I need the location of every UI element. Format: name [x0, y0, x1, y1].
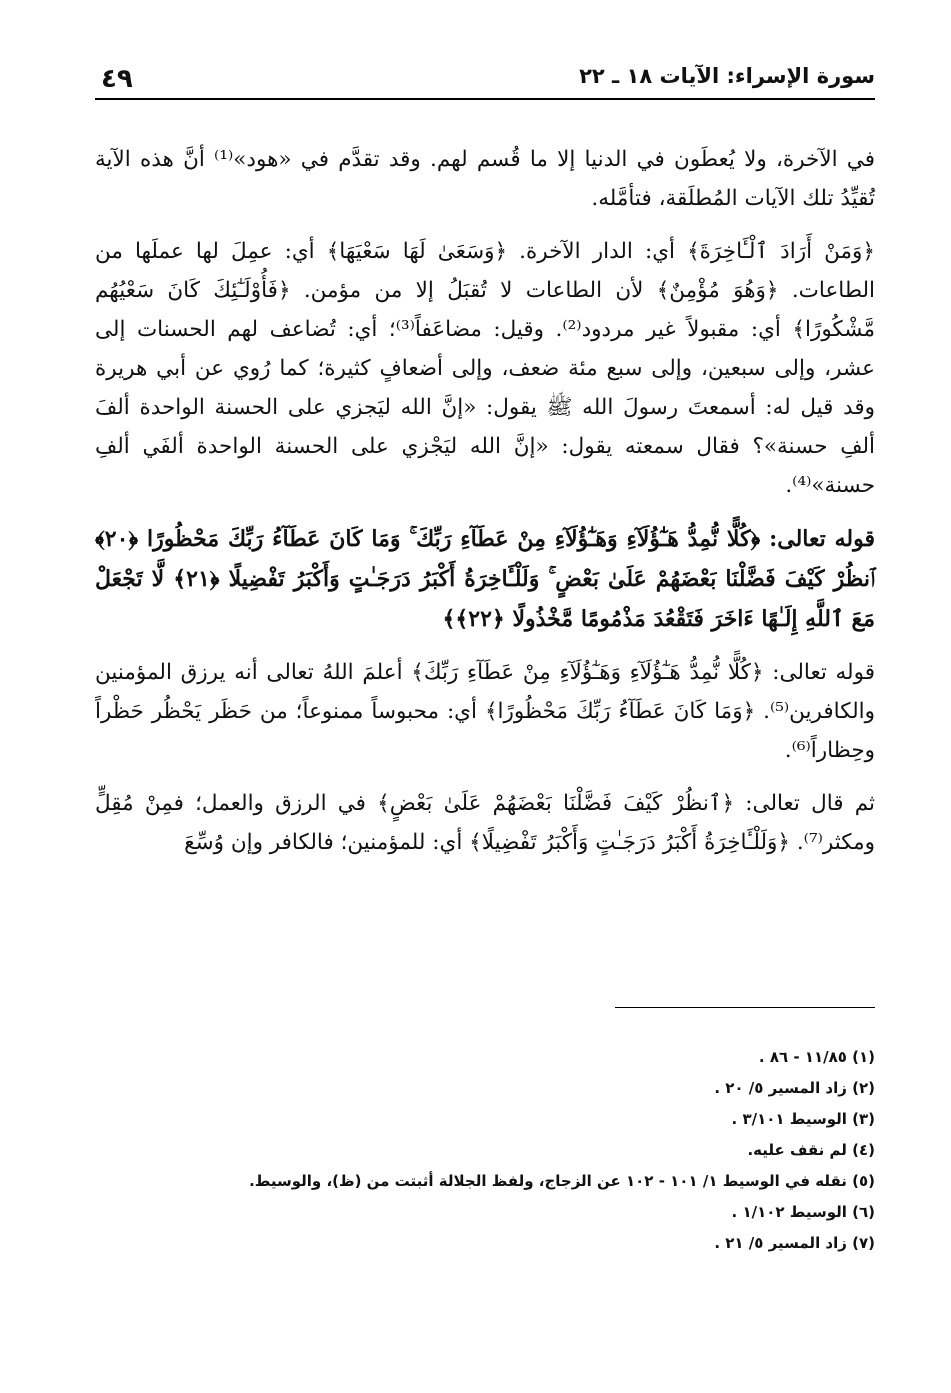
running-title: سورة الإسراء: الآيات ١٨ ـ ٢٢: [579, 64, 875, 88]
main-text: [95, 140, 875, 876]
paragraph-1: في الآخرة، ولا يُعطَون في الدنيا إلا ما قُسم لهم. وقد تقدَّم في «هود»⁽¹⁾ أنَّ هذه الآية تُقيِّدُ تلك الآيات المُطلَقة، فتأمَّله.: [95, 147, 875, 211]
book-page: [95, 60, 876, 1252]
page-header: [95, 60, 875, 100]
footnote-6: (٦) الوسيط ١/١٠٢ .: [731, 1203, 875, 1221]
footnote-5: (٥) نقله في الوسيط ١/ ١٠١ - ١٠٢ عن الزجاج، ولفظ الجلالة أثبتت من (ظ)، والوسيط.: [249, 1172, 875, 1190]
footnote-rule: [615, 1007, 875, 1008]
footnote-4: (٤) لم نقف عليه.: [747, 1141, 875, 1159]
quran-verses-block: قوله تعالى: ﴿كُلًّا نُّمِدُّ هَـٰٓؤُلَآءِ وَهَـٰٓؤُلَآءِ مِنْ عَطَآءِ رَبِّكَ ۚ وَمَا كَانَ عَطَآءُ رَبِّكَ مَحْظُورًا ﴿٢٠﴾ ٱنظُرْ كَيْفَ فَضَّلْنَا بَعْضَهُمْ عَلَىٰ بَعْضٍ ۚ وَلَلْـَٔاخِرَةُ أَكْبَرُ دَرَجَـٰتٍ وَأَكْبَرُ تَفْضِيلًا ﴿٢١﴾ لَّا تَجْعَلْ مَعَ ٱللَّهِ إِلَـٰهًا ءَاخَرَ فَتَقْعُدَ مَذْمُومًا مَّخْذُولًا ﴿٢٢﴾﴾: [95, 526, 875, 632]
paragraph-4: ثم قال تعالى: ﴿ٱنظُرْ كَيْفَ فَضَّلْنَا بَعْضَهُمْ عَلَىٰ بَعْضٍ﴾ في الرزق والعمل؛ فمِنْ مُقِلٍّ ومكثر⁽⁷⁾. ﴿وَلَلْـَٔاخِرَةُ أَكْبَرُ دَرَجَـٰتٍ وَأَكْبَرُ تَفْضِيلًا﴾ أي: للمؤمنين؛ فالكافر وإن وُسِّعَ: [95, 791, 875, 855]
header-rule: [95, 98, 875, 100]
footnotes: [95, 1042, 875, 1259]
paragraph-2: ﴿وَمَنْ أَرَادَ ٱلْـَٔاخِرَةَ﴾ أي: الدار الآخرة. ﴿وَسَعَىٰ لَهَا سَعْيَهَا﴾ أي: عمِلَ لها عملَها من الطاعات. ﴿وَهُوَ مُؤْمِنٌ﴾ لأن الطاعات لا تُقبَلُ إلا من مؤمن. ﴿فَأُوْلَـٰٓئِكَ كَانَ سَعْيُهُم مَّشْكُورًا﴾ أي: مقبولاً غير مردود⁽²⁾. وقيل: مضاعَفاً⁽³⁾؛ أي: تُضاعف لهم الحسنات إلى عشر، وإلى سبعين، وإلى سبع مئة ضعف، وإلى أضعافٍ كثيرة؛ كما رُوي عن أبي هريرة وقد قيل له: أسمعتَ رسولَ الله ﷺ يقول: «إنَّ الله ليَجزي على الحسنة الواحدة ألفَ ألفِ حسنة»؟ فقال سمعته يقول: «إنَّ الله ليَجْزي على الحسنة الواحدة ألفَي ألفِ حسنة»⁽⁴⁾.: [95, 239, 876, 498]
footnote-1: (١) ١١/٨٥ - ٨٦ .: [758, 1048, 875, 1066]
page-number: ٤٩: [101, 64, 133, 94]
paragraph-3: قوله تعالى: ﴿كُلًّا نُّمِدُّ هَـٰٓؤُلَآءِ وَهَـٰٓؤُلَآءِ مِنْ عَطَآءِ رَبِّكَ﴾ أعلمَ اللهُ تعالى أنه يرزق المؤمنين والكافرين⁽⁵⁾. ﴿وَمَا كَانَ عَطَآءُ رَبِّكَ مَحْظُورًا﴾ أي: محبوساً ممنوعاً؛ من حَظَر يَحْظُر حَظْراً وحِظاراً⁽⁶⁾.: [95, 660, 875, 763]
footnote-7: (٧) زاد المسير ٥/ ٢١ .: [714, 1234, 875, 1252]
footnote-3: (٣) الوسيط ٣/١٠١ .: [731, 1110, 875, 1128]
footnote-2: (٢) زاد المسير ٥/ ٢٠ .: [714, 1079, 875, 1097]
